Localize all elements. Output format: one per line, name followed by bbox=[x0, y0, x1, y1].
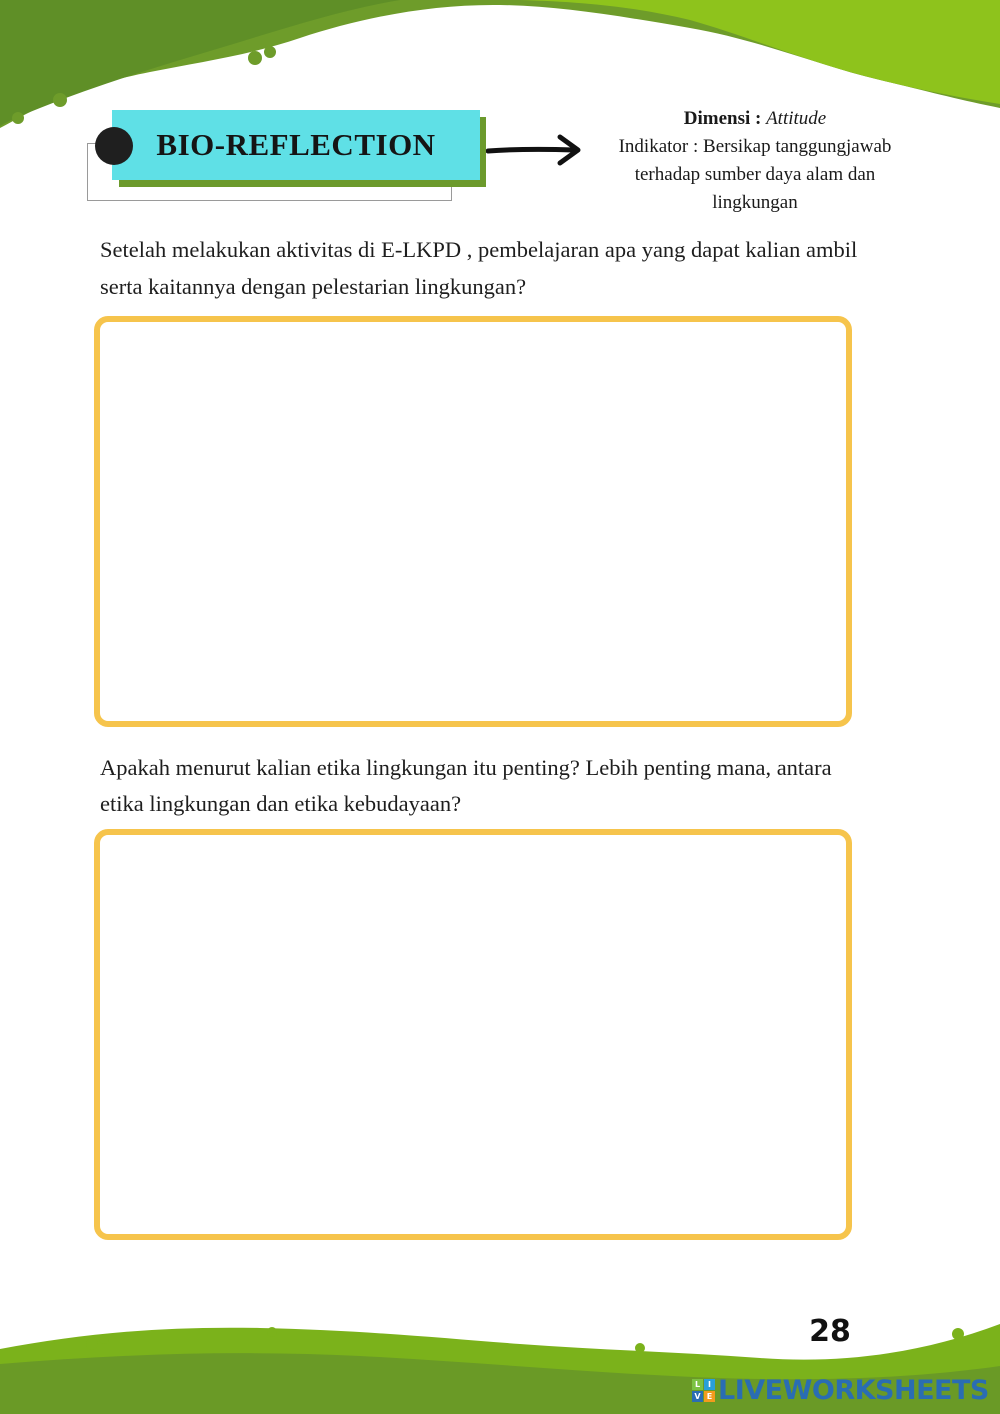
bullet-dot-icon bbox=[95, 127, 133, 165]
liveworksheets-logo-icon bbox=[692, 1379, 715, 1402]
indikator-label: Indikator : bbox=[618, 136, 699, 157]
question-2-text: Apakah menurut kalian etika lingkungan itu penting? Lebih penting mana, antara etika lingkungan dan etika kebudayaan? bbox=[100, 755, 832, 816]
page-number: 28 bbox=[809, 1314, 851, 1349]
logo-letter-v: V bbox=[692, 1391, 703, 1402]
answer-box-2[interactable] bbox=[94, 829, 852, 1240]
answer-box-1[interactable] bbox=[94, 316, 852, 727]
logo-letter-i: I bbox=[704, 1379, 715, 1390]
page-title: BIO-REFLECTION bbox=[112, 110, 480, 180]
dimensi-line bbox=[590, 105, 920, 133]
liveworksheets-logo[interactable] bbox=[692, 1373, 989, 1407]
dimensi-value: Attitude bbox=[766, 108, 827, 129]
liveworksheets-wordmark: LIVEWORKSHEETS bbox=[718, 1374, 989, 1406]
question-1-text: Setelah melakukan aktivitas di E-LKPD , pembelajaran apa yang dapat kalian ambil serta kaitannya dengan pelestarian lingkungan? bbox=[100, 237, 858, 299]
dimensi-label: Dimensi : bbox=[683, 108, 762, 129]
indikator-line bbox=[590, 133, 920, 217]
logo-letter-l: L bbox=[692, 1379, 703, 1390]
arrow-right-icon bbox=[486, 133, 586, 167]
learning-indicator-block bbox=[590, 105, 920, 217]
logo-letter-e: E bbox=[704, 1391, 715, 1402]
indikator-value: Bersikap tanggungjawab terhadap sumber daya alam dan lingkungan bbox=[634, 136, 892, 213]
